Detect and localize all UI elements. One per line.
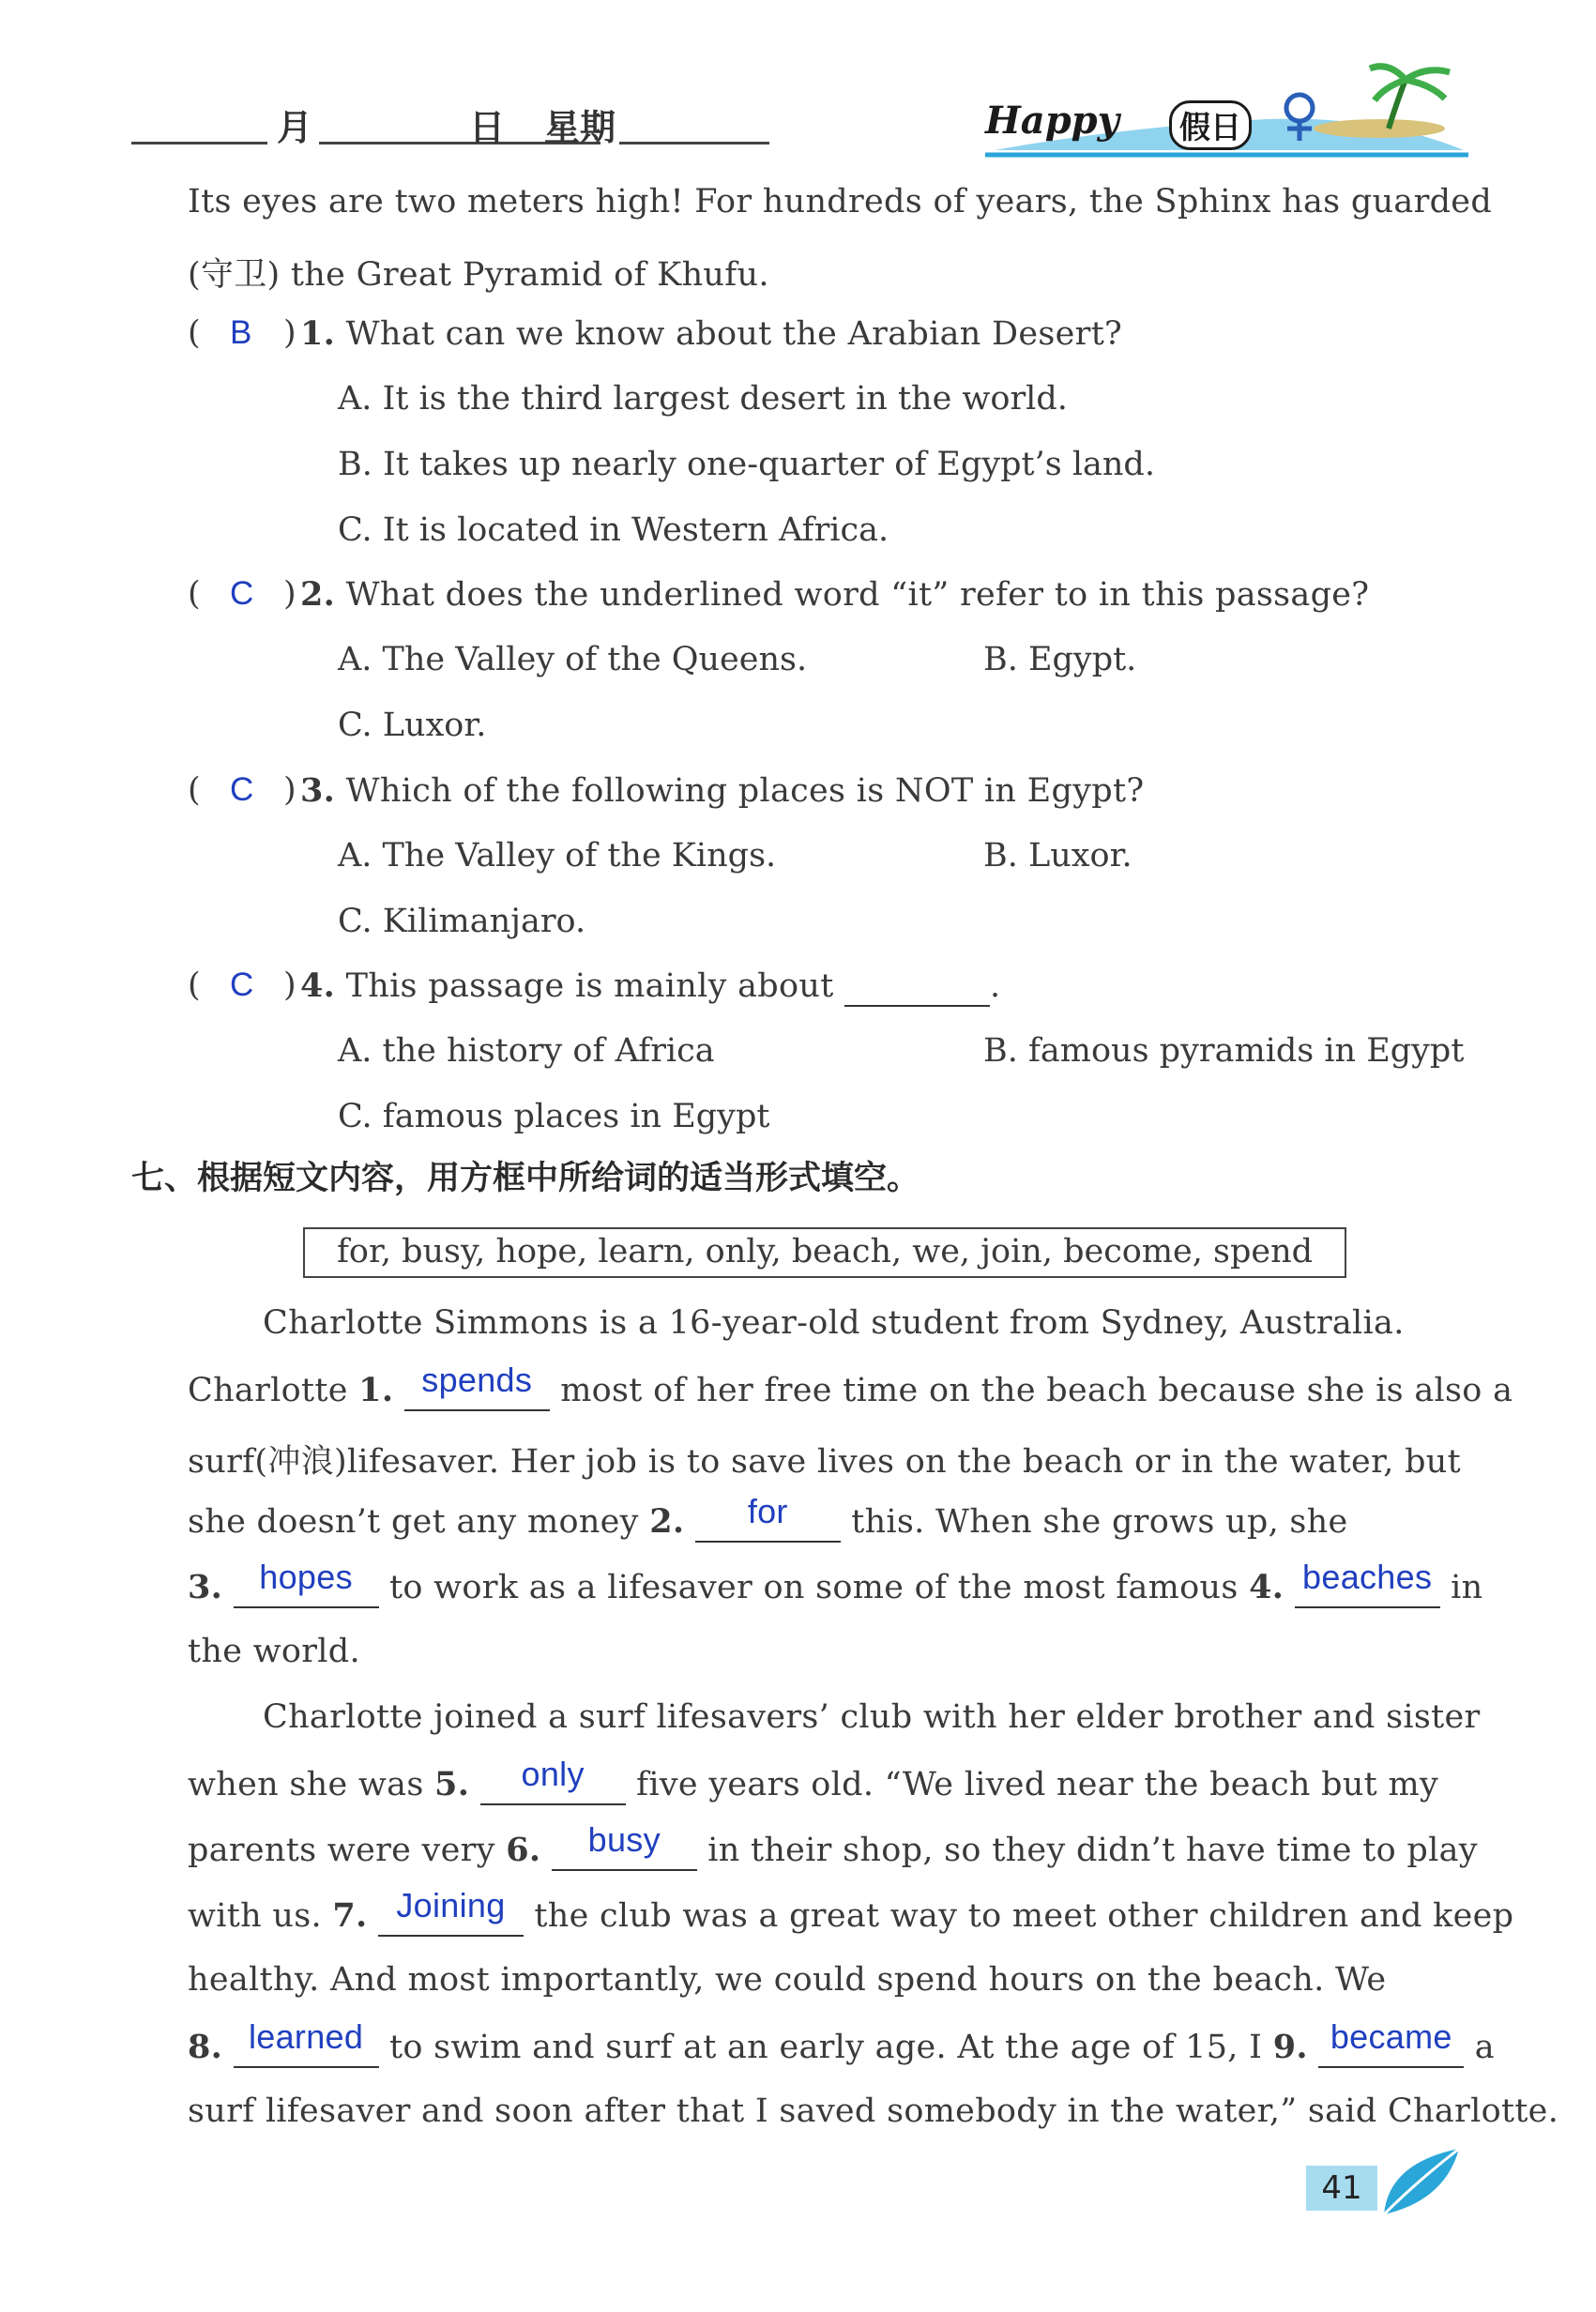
weekday-blank[interactable]	[619, 142, 769, 144]
option-c: C. Luxor.	[338, 707, 487, 744]
option-b: B. Luxor.	[983, 837, 1132, 875]
cloze-blank-9[interactable]: became	[1318, 2027, 1464, 2068]
word-box: for, busy, hope, learn, only, beach, we, join, become, spend	[303, 1227, 1346, 1278]
cloze-line: 8. learned to swim and surf at an early age. At the age of 15, I 9. became a	[188, 2017, 1495, 2066]
cloze-line: 3. hopes to work as a lifesaver on some of the most famous 4. beaches in	[188, 1558, 1483, 1606]
option-c: C. famous places in Egypt	[338, 1098, 770, 1135]
question-text: 2. What does the underlined word “it” refer to in this passage?	[300, 575, 1370, 614]
leaf-icon	[1379, 2144, 1464, 2224]
answer-choice[interactable]: C	[230, 966, 254, 1003]
question-blank[interactable]	[844, 967, 990, 1007]
day-label: 日	[469, 107, 506, 148]
option-c: C. It is located in Western Africa.	[338, 511, 889, 549]
date-header	[131, 99, 769, 155]
option-a: A. It is the third largest desert in the world.	[338, 380, 1068, 418]
cloze-line: with us. 7. Joining the club was a great way to meet other children and keep	[188, 1886, 1514, 1935]
cloze-blank-2[interactable]: for	[695, 1501, 841, 1543]
cloze-line: Charlotte Simmons is a 16-year-old student from Sydney, Australia.	[263, 1304, 1405, 1342]
passage-line: Its eyes are two meters high! For hundreds of years, the Sphinx has guarded	[188, 183, 1493, 221]
cloze-line: healthy. And most importantly, we could spend hours on the beach. We	[188, 1961, 1387, 1999]
option-a: A. The Valley of the Kings.	[338, 837, 777, 875]
answer-choice[interactable]: B	[230, 314, 252, 351]
answer-choice[interactable]: C	[230, 771, 254, 808]
option-a: A. The Valley of the Queens.	[338, 641, 808, 678]
workbook-page: 月 日 星期 Happy 假日 Its eyes are two meters high! For hundreds of years, the Sphinx has guarded (守卫) the Great Pyramid of Khufu. ( B ) 1. What can we know about the Arabian Desert? A. It is the third largest desert in the world. B. It takes up nearly one-quarter of Egypt’s land. C. It is located in Western Africa. ( C ) 2. What does the underlined word “it” refer to in this passage? A. The Valley of the Queens. B. Egypt. C. Luxor. ( C ) 3. Which of the following places is NOT in Egypt? A. The Valley of the Kings. B. Luxor. C. Kilimanjaro. ( C ) 4. This passage is mainly about . A. the history of Africa B. famous pyramids in Egypt C. famous places in Egypt 七、根据短文内容，用方框中所给词的适当形式填空。 for, busy, hope, learn, only, beach, we, join, become, spend Charlotte Simmons is a 16-year-old student from Sydney, Australia. Charlotte 1. spends most of her free time on the beach because she is also a surf(冲浪)lifesaver. Her job is to save lives on the beach or in the water, but she doesn’t get any money 2. for this. When she grows up, she 3. hopes to work as a lifesaver on some of the most famous 4. beaches in the world. Charlotte joined a surf lifesavers’ club with her elder brother and sister when she was 5. only five years old. “We lived near the beach but my parents were very 6. busy in their shop, so they didn’t have time to play with us. 7. Joining the club was a great way to meet other children and keep healthy. And most importantly, we could spend hours on the beach. We 8. learned to swim and surf at an early age. At the age of 15, I 9. became a surf lifesaver and soon after that I saved somebody in the water,” said Charlotte. 41	[0, 0, 1596, 2312]
cloze-line: she doesn’t get any money 2. for this. When she grows up, she	[188, 1492, 1348, 1541]
logo-jiari: 假日	[1169, 100, 1252, 150]
cloze-blank-3[interactable]: hopes	[234, 1567, 379, 1608]
cloze-blank-6[interactable]: busy	[552, 1830, 697, 1871]
cloze-line: parents were very 6. busy in their shop, so they didn’t have time to play	[188, 1820, 1478, 1869]
passage-line: (守卫) the Great Pyramid of Khufu.	[188, 256, 769, 294]
cloze-line: Charlotte joined a surf lifesavers’ club with her elder brother and sister	[263, 1698, 1481, 1736]
cloze-line: the world.	[188, 1633, 360, 1670]
option-b: B. famous pyramids in Egypt	[983, 1032, 1465, 1070]
question-text: 4. This passage is mainly about .	[300, 966, 1001, 1005]
answer-choice[interactable]: C	[230, 575, 254, 612]
option-c: C. Kilimanjaro.	[338, 903, 586, 940]
logo-happy: Happy	[985, 99, 1119, 143]
option-b: B. Egypt.	[983, 641, 1137, 678]
cloze-blank-1[interactable]: spends	[404, 1370, 550, 1411]
option-b: B. It takes up nearly one-quarter of Egypt’s land.	[338, 446, 1155, 483]
month-label: 月	[277, 107, 313, 148]
question-text: 3. Which of the following places is NOT in Egypt?	[300, 771, 1145, 810]
happy-holiday-logo	[985, 61, 1473, 164]
cloze-line: surf(冲浪)lifesaver. Her job is to save lives on the beach or in the water, but	[188, 1443, 1462, 1481]
cloze-blank-4[interactable]: beaches	[1295, 1567, 1440, 1608]
question-text: 1. What can we know about the Arabian Desert?	[300, 314, 1123, 353]
cloze-line: surf lifesaver and soon after that I saved somebody in the water,” said Charlotte.	[188, 2092, 1559, 2130]
page-number: 41	[1306, 2166, 1377, 2211]
cloze-blank-5[interactable]: only	[480, 1764, 626, 1805]
section-heading: 七、根据短文内容，用方框中所给词的适当形式填空。	[131, 1160, 920, 1197]
weekday-label: 星期	[544, 107, 616, 148]
cloze-line: when she was 5. only five years old. “We lived near the beach but my	[188, 1755, 1439, 1803]
month-blank[interactable]	[131, 142, 267, 144]
cloze-line: Charlotte 1. spends most of her free time on the beach because she is also a	[188, 1361, 1513, 1409]
cloze-blank-7[interactable]: Joining	[378, 1895, 524, 1937]
option-a: A. the history of Africa	[338, 1032, 715, 1070]
cloze-blank-8[interactable]: learned	[234, 2027, 379, 2068]
